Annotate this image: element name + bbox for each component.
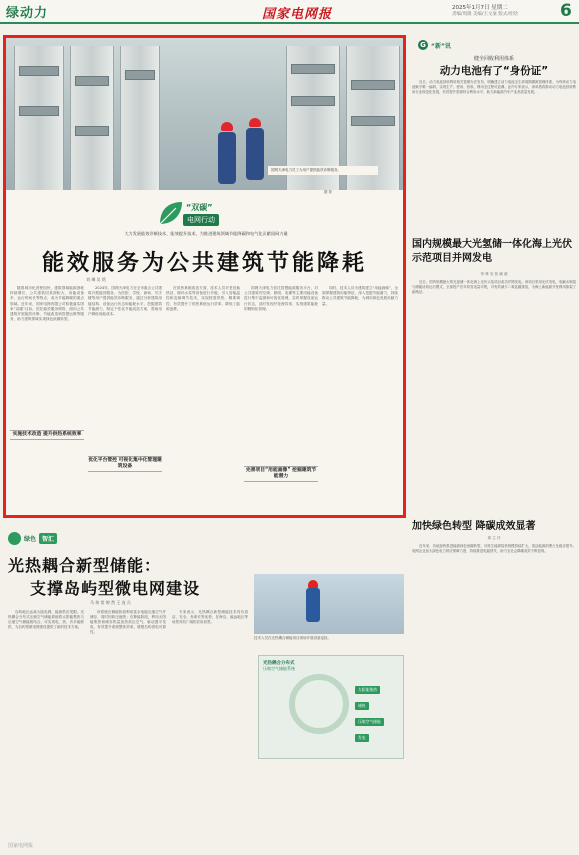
feature-byline: 马 伟 常 婷 然 王 连 兵 xyxy=(90,600,131,605)
diagram-subtitle: 压缩空气储能系统 xyxy=(263,666,295,671)
feature-column: 该系统在储能阶段利用富余电能压缩空气并储存，同时回收压缩热；在释能阶段，利用太阳能集热和储存热量加热高压空气，驱动透平发电，有效提升系统整体效率，增强岛屿供电可靠性。 xyxy=(90,610,166,635)
article-column: 2024年，国网天津电力在全市重点公共建筑开展能效服务，为医院、学校、商场、写字楼等用户提供能效诊断服务，通过分析建筑用能结构、设备运行状态和能耗水平，挖掘建筑节能潜力，制定个性化节能改造方案，帮助用户降低用能成本。 xyxy=(88,286,162,317)
byline: 刘 琳 吴 铭 xyxy=(86,277,106,282)
story3-title[interactable]: 加快绿色转型 降碳成效显著 xyxy=(412,521,536,532)
subhead: 实施技术改造 提升供热系统效率 xyxy=(10,430,84,440)
shuangtan-badge xyxy=(156,198,248,230)
worker-figure xyxy=(246,118,264,180)
photo-caption: 国网天津电力员工为用户提供能效诊断服务。 xyxy=(268,166,378,175)
diagram-chip: 压缩空气储能 xyxy=(355,718,384,726)
story1-text: 近日，动力电池回收利用相关管理办法发布，明确建立动力电池全生命周期溯源管理体系，为每块动力电池赋予唯一编码，实现生产、使用、回收、利用全过程可追溯。业内专家表示，该举措将推动动力电池回收利用行业规范化发展，有效提升资源综合利用水平，助力新能源汽车产业高质量发展。 xyxy=(412,80,576,94)
kicker: 大力发展能效诊断技术、能效提升技术，为推进建筑领域节能降碳和电气化贡献国网力量 xyxy=(124,231,288,236)
article-column: 同时，技术人员为建筑建立“用能画像”，全面掌握建筑用能特征，深入挖掘节能潜力，持续推动公共建筑节能降耗，为城市绿色发展贡献力量。 xyxy=(322,286,398,306)
diagram-chip: 储热 xyxy=(355,702,369,710)
diagram-title: 光热耦合分布式 xyxy=(263,661,295,666)
leaf-icon xyxy=(156,198,184,228)
issue-date: 2025年1月7日 星期二 xyxy=(452,5,508,11)
news-badge xyxy=(418,40,451,50)
lvse-zhihui-badge xyxy=(8,531,57,545)
story3-byline: 周 立 洋 xyxy=(487,536,501,540)
feature-column: 岛屿地区远离大陆电网，能源供应受限。光热耦合分布式压缩空气储能系统将太阳能集热与压缩空气储能相结合，可实现电、热、冷多能联供，为岛屿型微电网建设提供了新的技术方案。 xyxy=(8,610,84,630)
section-title: 绿动力 xyxy=(6,6,49,21)
worker-figure xyxy=(306,588,320,622)
story3-text: 近年来，各地加快推进能源绿色低碳转型，可再生能源装机规模持续扩大，清洁能源消费占比稳步提升。电网企业加大绿色电力供应保障力度，持续推进电能替代，助力全社会降碳成效不断显现。 xyxy=(412,544,576,553)
issue-meta: 责编/周溦 美编/王文豪 版式/杜晗 xyxy=(452,12,518,17)
feature-photo-caption: 技术人员在光热耦合储能项目现场开展设备巡检。 xyxy=(254,636,331,640)
subhead: 完善项目“用能画像” 挖掘建筑节能潜力 xyxy=(244,466,318,482)
subhead: 优化平台管控 可视化集中化管理建筑设备 xyxy=(88,456,162,472)
story1-title[interactable]: 动力电池有了“身份证” xyxy=(439,65,549,77)
masthead xyxy=(0,0,579,24)
story2-text: 近日，国内规模最大的光氢储一体化海上光伏示范项目成功并网发电。该项目采用光伏发电、电解水制氢与储能协同运行模式，全部投产后年均发电量可观，可有效减少二氧化碳排放，为海上新能源开发利用探索了新路径。 xyxy=(412,280,576,294)
news-badge-text: “新”讯 xyxy=(431,42,451,50)
feature-photo xyxy=(254,574,404,634)
lead-photo xyxy=(6,38,403,190)
leaf-icon xyxy=(8,532,21,545)
feature-column: 专家表示，光热耦合新型储能技术具有清洁、安全、寿命长等优势，在海岛、偏远地区等场景具有广阔的应用前景。 xyxy=(172,610,248,625)
worker-figure xyxy=(218,122,236,184)
story1-pretitle: 健全回收利用体系 xyxy=(473,56,514,62)
system-diagram xyxy=(258,655,404,759)
badge-wisdom: 智汇 xyxy=(39,533,57,544)
footer-watermark: 国家电网报 xyxy=(8,843,34,849)
feature-title-line2[interactable]: 支撑岛屿型微电网建设 xyxy=(30,579,201,598)
page-number: 6 xyxy=(560,1,572,21)
lead-article-highlight[interactable] xyxy=(3,35,406,518)
article-column: 国网天津电力依托智慧能源服务平台，对公共建筑内空调、照明、电梯等主要用能设备进行集中监测和可视化管理，实时掌握设备运行状态，及时发现并处理异常，实现建筑能耗的精细化管理。 xyxy=(244,286,318,311)
story2-title[interactable]: 国内规模最大光氢储一体化海上光伏示范项目并网发电 xyxy=(412,239,572,264)
badge-sub: 电网行动 xyxy=(183,214,219,226)
feature-title-line1[interactable]: 光热耦合新型储能： xyxy=(8,556,162,575)
g-icon: G xyxy=(418,40,428,50)
story2-byline: 李 林 吴 张 晓 斌 xyxy=(480,272,508,276)
badge-green: 绿色 xyxy=(24,535,37,543)
diagram-ring xyxy=(289,674,349,734)
article-column: 在供热系统改造方面，技术人员对老旧换热站、循环水泵等设备进行升级，引入智能温控和变频调节技术，实现按需供热、精准调控，有效提升了供热系统运行效率，降低了能源浪费。 xyxy=(166,286,240,311)
diagram-chip: 太阳能集热 xyxy=(355,686,380,694)
diagram-chip: 发电 xyxy=(355,734,369,742)
photo-credit: 摄 影 xyxy=(324,190,333,194)
article-column: 随着城市化进程加快，建筑领域能源消耗持续增长，公共建筑因其面积大、用能设备多、运行时间长等特点，成为节能降碳的重点领域。近年来，国家电网有限公司积极落实国家“双碳”目标，依托能效服务网络，面向公共建筑开展能效诊断、节能改造和智慧运维等服务，助力建筑领域实现绿色低碳转型。 xyxy=(10,286,84,322)
headline[interactable]: 能效服务为公共建筑节能降耗 xyxy=(41,251,367,276)
badge-main: “双碳” xyxy=(186,203,213,212)
paper-logo: 国家电网报 xyxy=(262,7,333,22)
